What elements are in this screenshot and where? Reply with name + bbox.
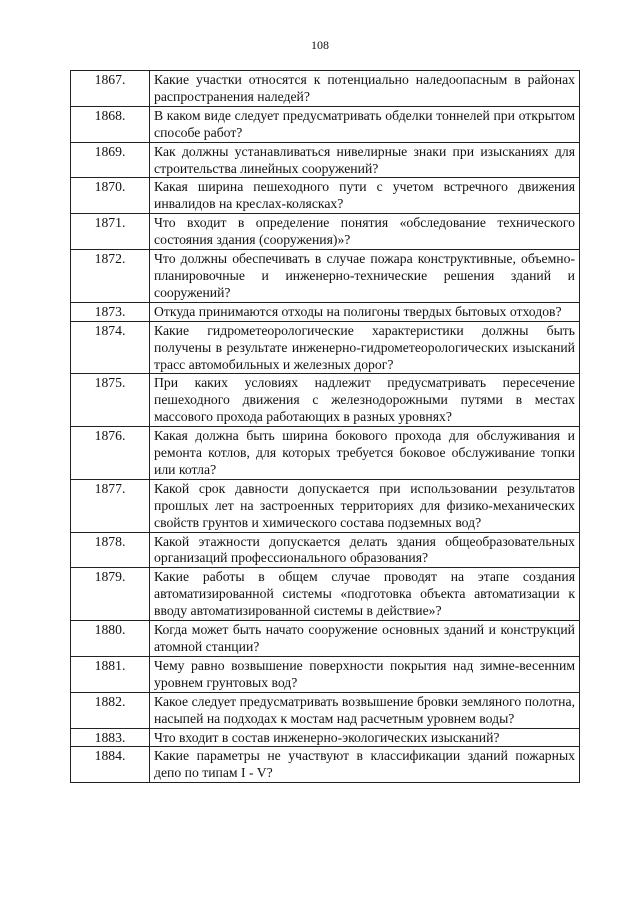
table-row — [71, 106, 580, 142]
question-text: Какой срок давности допускается при использовании результатов прошлых лет на застроенных территориях для физико-механических свойств грунтов и химического состава подземных вод? — [150, 479, 580, 532]
questions-table — [70, 70, 580, 783]
question-text: Какие работы в общем случае проводят на этапе создания автоматизированной системы «подготовка объекта автоматизации к вводу автоматизированной системы в действие»? — [150, 568, 580, 621]
question-number: 1877. — [71, 479, 150, 532]
table-row — [71, 747, 580, 783]
question-number: 1881. — [71, 656, 150, 692]
question-number: 1884. — [71, 747, 150, 783]
table-row — [71, 692, 580, 728]
question-text: В каком виде следует предусматривать обделки тоннелей при открытом способе работ? — [150, 106, 580, 142]
question-number: 1876. — [71, 427, 150, 480]
page-number: 108 — [311, 38, 329, 52]
table-row — [71, 71, 580, 107]
table-row — [71, 532, 580, 568]
question-text: Что должны обеспечивать в случае пожара конструктивные, объемно-планировочные и инженерно-технические решения зданий и сооружений? — [150, 250, 580, 303]
question-number: 1878. — [71, 532, 150, 568]
question-number: 1875. — [71, 374, 150, 427]
table-row — [71, 321, 580, 374]
question-number: 1874. — [71, 321, 150, 374]
table-row — [71, 427, 580, 480]
question-number: 1872. — [71, 250, 150, 303]
table-row — [71, 728, 580, 747]
question-number: 1868. — [71, 106, 150, 142]
table-row — [71, 214, 580, 250]
table-row — [71, 142, 580, 178]
question-text: Какое следует предусматривать возвышение бровки земляного полотна, насыпей на подходах к мостам над расчетным уровнем воды? — [150, 692, 580, 728]
question-number: 1871. — [71, 214, 150, 250]
table-row — [71, 302, 580, 321]
question-text: Что входит в состав инженерно-экологических изысканий? — [150, 728, 580, 747]
question-number: 1882. — [71, 692, 150, 728]
question-text: Чему равно возвышение поверхности покрытия над зимне-весенним уровнем грунтовых вод? — [150, 656, 580, 692]
question-number: 1867. — [71, 71, 150, 107]
question-text: Какой этажности допускается делать здания общеобразовательных организаций профессионального образования? — [150, 532, 580, 568]
question-number: 1870. — [71, 178, 150, 214]
table-row — [71, 479, 580, 532]
question-number: 1879. — [71, 568, 150, 621]
question-text: При каких условиях надлежит предусматривать пересечение пешеходного движения с железнодорожными путями в местах массового прохода работающих в разных уровнях? — [150, 374, 580, 427]
question-text: Какие гидрометеорологические характеристики должны быть получены в результате инженерно-гидрометеорологических изысканий трасс автомобильных и железных дорог? — [150, 321, 580, 374]
question-text: Какая должна быть ширина бокового прохода для обслуживания и ремонта котлов, для которых требуется боковое обслуживание топки или котла? — [150, 427, 580, 480]
table-row — [71, 374, 580, 427]
table-row — [71, 656, 580, 692]
question-text: Что входит в определение понятия «обследование технического состояния здания (сооружения)»? — [150, 214, 580, 250]
question-number: 1880. — [71, 621, 150, 657]
question-text: Как должны устанавливаться нивелирные знаки при изысканиях для строительства линейных сооружений? — [150, 142, 580, 178]
question-text: Какая ширина пешеходного пути с учетом встречного движения инвалидов на креслах-колясках? — [150, 178, 580, 214]
table-row — [71, 178, 580, 214]
question-text: Когда может быть начато сооружение основных зданий и конструкций атомной станции? — [150, 621, 580, 657]
question-number: 1869. — [71, 142, 150, 178]
question-number: 1873. — [71, 302, 150, 321]
question-text: Какие участки относятся к потенциально наледоопасным в районах распространения наледей? — [150, 71, 580, 107]
table-row — [71, 568, 580, 621]
table-row — [71, 621, 580, 657]
question-text: Откуда принимаются отходы на полигоны твердых бытовых отходов? — [150, 302, 580, 321]
question-number: 1883. — [71, 728, 150, 747]
question-text: Какие параметры не участвуют в классификации зданий пожарных депо по типам I - V? — [150, 747, 580, 783]
table-row — [71, 250, 580, 303]
